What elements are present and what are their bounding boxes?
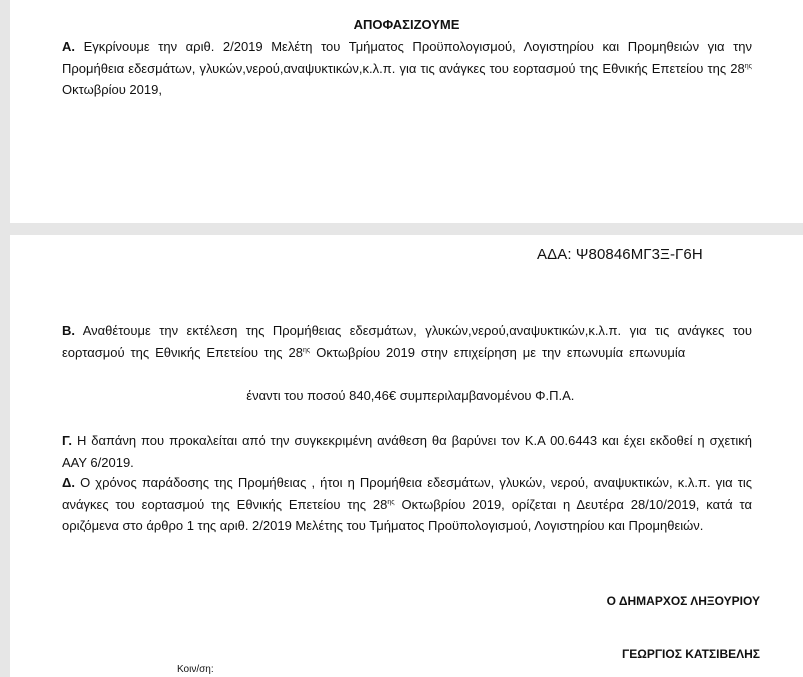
paragraph-b-text: Αναθέτουμε την εκτέλεση της Προμήθειας εδεσμάτων, γλυκών,νερού,αναψυκτικών,κ.λ.π. για τις ανάγκες του εορτασμού της Εθνικής Επετείου της 28 bbox=[62, 323, 752, 360]
paragraph-d-label: Δ. bbox=[62, 475, 75, 490]
document-page-2 bbox=[10, 235, 803, 677]
ada-code: ΑΔΑ: Ψ80846ΜΓ3Ξ-Γ6Η bbox=[537, 246, 703, 263]
decision-heading: ΑΠΟΦΑΣΙΖΟΥΜΕ bbox=[353, 17, 460, 32]
signature-title: Ο ΔΗΜΑΡΧΟΣ ΛΗΞΟΥΡΙΟΥ bbox=[606, 594, 760, 608]
paragraph-a-superscript: ης bbox=[744, 62, 752, 70]
paragraph-d-text-end: Οκτωβρίου 2019, ορίζεται η Δευτέρα 28/10/2019, κατά τα οριζόμενα στο άρθρο 1 της αριθ. 2/2019 Μελέτης του Τμήματος Προϋπολογισμού, Λογιστηρίου και Προμηθειών. bbox=[62, 496, 753, 533]
distribution-label: Κοιν/ση: bbox=[177, 664, 214, 675]
paragraph-b-label: Β. bbox=[62, 323, 75, 338]
paragraph-g-label: Γ. bbox=[62, 433, 72, 448]
paragraph-b bbox=[62, 320, 752, 406]
paragraph-b-text-end: έναντι του ποσού 840,46€ συμπεριλαμβανομένου Φ.Π.Α. bbox=[242, 387, 575, 403]
paragraph-d bbox=[62, 472, 752, 537]
signature-name: ΓΕΩΡΓΙΟΣ ΚΑΤΣΙΒΕΛΗΣ bbox=[622, 647, 760, 661]
paragraph-a-text: Εγκρίνουμε την αριθ. 2/2019 Μελέτη του Τμήματος Προϋπολογισμού, Λογιστηρίου και Προμηθειών για την Προμήθεια εδεσμάτων, γλυκών,νερού,αναψυκτικών,κ.λ.π. για τις ανάγκες του εορτασμού της Εθνικής Επετείου της 28 bbox=[62, 39, 752, 76]
paragraph-a-label: Α. bbox=[62, 39, 75, 54]
paragraph-b-superscript: ης bbox=[303, 346, 311, 354]
paragraph-b-text-mid: Οκτωβρίου 2019 στην επιχείρηση με την επωνυμία επωνυμία bbox=[310, 344, 692, 360]
paragraph-g-text: Η δαπάνη που προκαλείται από την συγκεκριμένη ανάθεση θα βαρύνει τον Κ.Α 00.6443 και έχει εκδοθεί η σχετική ΑΑΥ 6/2019. bbox=[62, 433, 752, 470]
paragraph-d-superscript: ης bbox=[387, 498, 395, 506]
document-page-1 bbox=[10, 0, 803, 223]
paragraph-g bbox=[62, 430, 752, 473]
paragraph-a-text-end: Οκτωβρίου 2019, bbox=[62, 82, 162, 97]
paragraph-d-text: Ο χρόνος παράδοσης της Προμήθειας , ήτοι η Προμήθεια εδεσμάτων, γλυκών, νερού, αναψυκτικών, κ.λ.π. για τις ανάγκες του εορτασμού της Εθνικής Επετείου της 28 bbox=[62, 475, 752, 512]
paragraph-a bbox=[62, 36, 752, 101]
